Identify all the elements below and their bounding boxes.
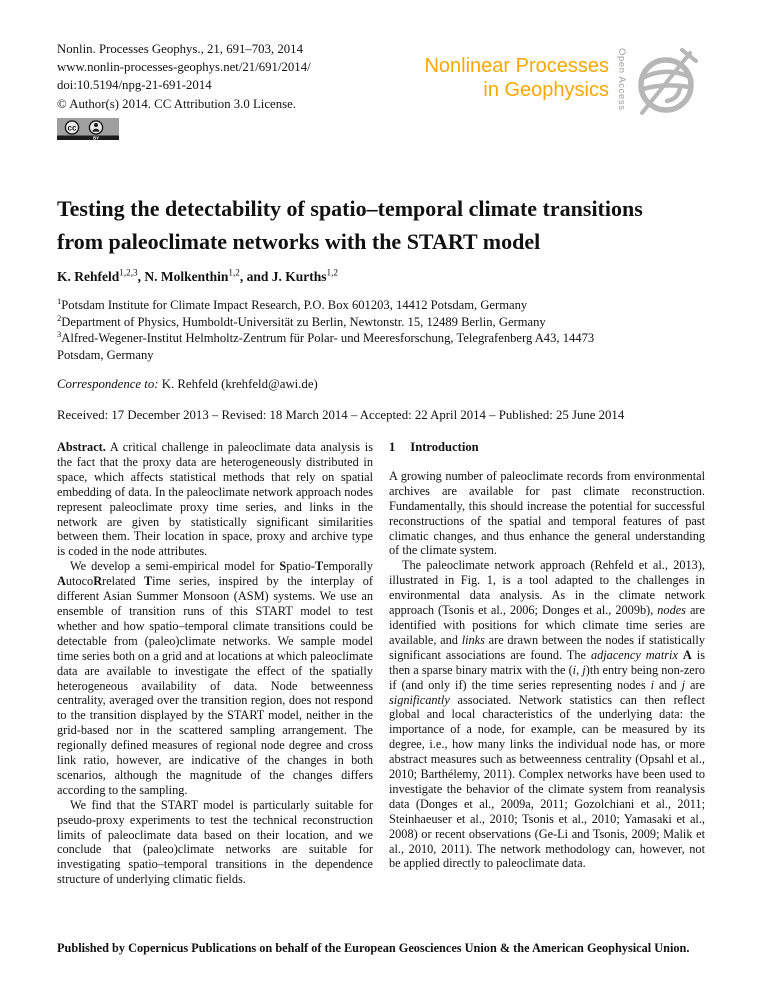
person-icon — [89, 121, 102, 134]
license-line: © Author(s) 2014. CC Attribution 3.0 License. — [57, 96, 296, 111]
section-heading — [389, 440, 705, 455]
affiliations-block — [57, 297, 619, 364]
egu-globe-icon — [629, 42, 705, 122]
article-url: www.nonlin-processes-geophys.net/21/691/2014/ — [57, 60, 311, 75]
journal-name-line1: Nonlinear Processes — [424, 55, 609, 77]
journal-brand — [424, 40, 705, 124]
author-line: K. Rehfeld$^{1,2,3}$, N. Molkenthin$^{1,2}$, and J. Kurths$^{1,2}$ — [57, 267, 338, 284]
intro-paragraph: A growing number of paleoclimate records from environmental archives are available for past climate reconstruction. Fundamentally, this should increase the potential for successful reconstructions of the spatial and temporal features of past climatic changes, and thus enhance the general understanding of the climate system. — [389, 468, 705, 558]
journal-citation: Nonlin. Processes Geophys., 21, 691–703, 2014 — [57, 42, 303, 56]
cc-icon — [65, 121, 78, 134]
paper-title — [57, 192, 705, 258]
cc-by-badge-icon — [57, 118, 119, 140]
affiliation-line: $^3$Alfred-Wegener-Institut Helmholtz-Zentrum für Polar- und Meeresforschung, Telegrafenberg A43, 14473 Potsdam, Germany — [57, 329, 595, 363]
affiliation-line: $^1$Potsdam Institute for Climate Impact Research, P.O. Box 601203, 14412 Potsdam, Germany — [57, 295, 528, 312]
publisher-footer-line: Published by Copernicus Publications on behalf of the European Geosciences Union & the American Geophysical Union. — [57, 941, 690, 955]
introduction-section — [389, 440, 705, 887]
paper-title-line1: Testing the detectability of spatio–temporal climate transitions — [57, 195, 643, 221]
journal-name-line2: in Geophysics — [483, 79, 609, 101]
affiliation-line: $^2$Department of Physics, Humboldt-Universität zu Berlin, Newtonstr. 15, 12489 Berlin, Germany — [57, 312, 546, 329]
section-title: Introduction — [410, 440, 479, 454]
journal-logo-text — [424, 54, 609, 102]
open-access-label: Open Access — [616, 48, 627, 111]
paper-title-line2: from paleoclimate networks with the START model — [57, 228, 541, 254]
abstract-paragraph: We find that the START model is particularly suitable for pseudo-proxy experiments to test the technical reconstruction limits of paleoclimate data based on their location, and we conclude that (paleo)climate networks are suitable for investigating spatio–temporal transitions in the dependence structure of underlying climatic fields. — [57, 797, 373, 887]
body-columns — [57, 440, 705, 887]
abstract-section — [57, 440, 373, 887]
intro-paragraph: The paleoclimate network approach (Rehfeld et al., 2013), illustrated in Fig. 1, is a tool adapted to the challenges in environmental data analysis. As in the climate network approach (Tsonis et al., 2006; Donges et al., 2009b), nodes are identified with positions for which climate time series are available, and links are drawn between the nodes if statistically significant associations are found. The adjacency matrix A is then a sparse binary matrix with the (i, j)th entry being non-zero if (and only if) the time series representing nodes i and j are significantly associated. Network statistics can then reflect global and local characteristics of the underlying data: the importance of a node, for example, can be measured by its degree, i.e., how many links the individual node has, or more abstract measures such as betweenness centrality (Opsahl et al., 2010; Barthélemy, 2011). Complex networks have been used to investigate the behavior of the climate system from reanalysis data (Donges et al., 2009a, 2011; Gozolchiani et al., 2011; Steinhaeuser et al., 2010; Tsonis et al., 2010; Yamasaki et al., 2008) or recent observations (Ge-Li and Tsonis, 2009; Malik et al., 2010, 2011). The network methodology can, however, not be applied directly to paleoclimate data. — [389, 558, 706, 871]
publication-info — [57, 40, 311, 140]
cc-by-label: BY — [92, 135, 100, 140]
abstract-paragraph: Abstract. A critical challenge in paleoclimate data analysis is the fact that the proxy data are heterogeneously distributed in space, which affects statistical methods that rely on spatial embedding of data. In the paleoclimate network approach nodes represent paleoclimate proxy time series, and links in the network are given by statistically significant similarities between them. Their location in space, proxy and archive type is coded in the node attributes. — [57, 440, 373, 559]
revision-dates-line: Received: 17 December 2013 – Revised: 18 March 2014 – Accepted: 22 April 2014 – Published: 25 June 2014 — [57, 408, 625, 422]
article-doi: doi:10.5194/npg-21-691-2014 — [57, 78, 212, 93]
section-number: 1 — [389, 440, 396, 454]
correspondence-line: Correspondence to: K. Rehfeld (krehfeld@awi.de) — [57, 377, 318, 391]
svg-text:cc: cc — [67, 123, 77, 133]
page-header — [57, 40, 705, 140]
abstract-paragraph: We develop a semi-empirical model for Spatio-Temporally AutocoRrelated Time series, inspired by the interplay of different Asian Summer Monsoon (ASM) systems. We use an ensemble of transition runs of this START model to test whether and how spatio–temporal climate transitions could be detectable from (paleo)climate networks. We sample model time series both on a grid and at locations at which paleoclimate data are available to investigate the effect of the spatially heterogeneous availability of data. Node betweenness centrality, averaged over the transition region, does not respond to the transition displayed by the START model, neither in the grid-based nor in the scattered sampling arrangement. The regionally defined measures of regional node degree and cross link ratio, however, are indicative of the changes in both scenarios, although the magnitude of the changes differs according to the sampling. — [57, 559, 373, 797]
